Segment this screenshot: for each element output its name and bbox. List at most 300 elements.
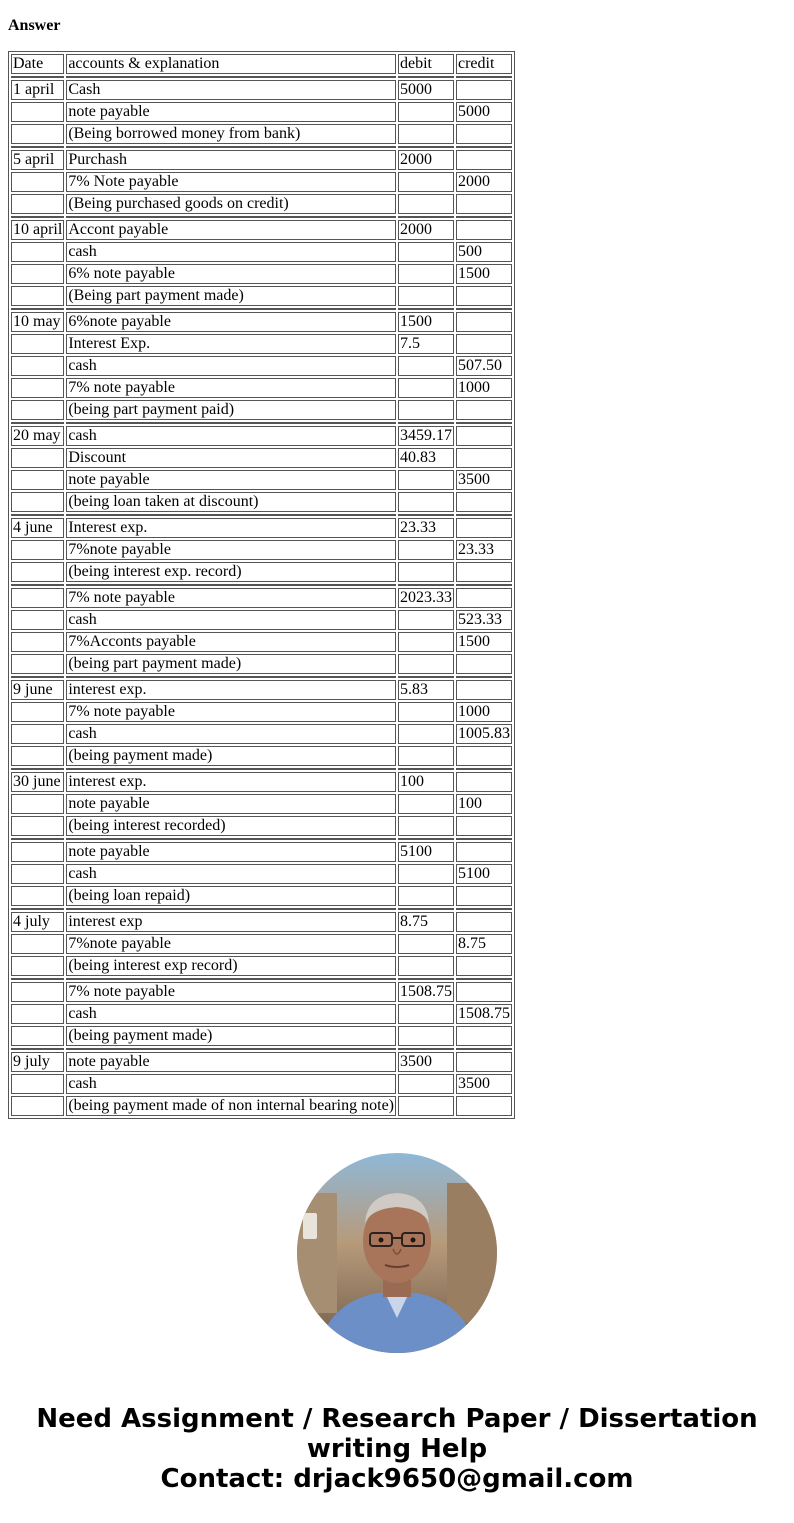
table-row <box>11 312 512 332</box>
table-row <box>11 588 512 608</box>
avatar-portrait-image <box>297 1153 497 1353</box>
cell-account: 7% note payable <box>66 378 396 398</box>
cell-account: 7% Note payable <box>66 172 396 192</box>
cell-credit <box>456 680 512 700</box>
cell-credit: 1508.75 <box>458 1005 510 1022</box>
cell-debit: 2023.33 <box>400 589 452 606</box>
entry-separator <box>11 422 512 424</box>
cell-debit: 2000 <box>398 150 454 170</box>
separator-cell <box>11 1048 64 1050</box>
cell-date <box>11 124 64 144</box>
table-row <box>11 426 512 446</box>
cell-debit <box>398 1074 454 1094</box>
cell-date <box>11 746 64 766</box>
table-row <box>11 1004 512 1024</box>
cell-account: Discount <box>66 448 396 468</box>
cell-debit <box>398 1026 454 1046</box>
table-row <box>11 378 512 398</box>
cell-account: 6% note payable <box>66 264 396 284</box>
separator-cell <box>11 838 64 840</box>
separator-cell <box>11 76 64 78</box>
header-debit: debit <box>398 54 454 74</box>
cell-account: (Being purchased goods on credit) <box>66 194 396 214</box>
cell-account: (being part payment paid) <box>66 400 396 420</box>
separator-cell <box>398 1048 454 1050</box>
cell-debit: 1508.75 <box>400 983 452 1000</box>
separator-cell <box>66 422 396 424</box>
separator-cell <box>456 584 512 586</box>
cell-account: note payable <box>66 794 396 814</box>
cell-account: Purchash <box>66 150 396 170</box>
cell-account: interest exp. <box>66 772 396 792</box>
cell-date <box>11 702 64 722</box>
cell-date <box>11 400 64 420</box>
separator-cell <box>398 146 454 148</box>
cell-date <box>11 172 64 192</box>
cell-account: (being payment made of non internal bearing note) <box>68 1097 394 1114</box>
cell-date: 10 may <box>11 312 64 332</box>
cell-debit: 2000 <box>398 220 454 240</box>
cell-debit <box>398 1096 454 1116</box>
cell-debit <box>398 470 454 490</box>
cell-account: interest exp <box>66 912 396 932</box>
cell-date <box>11 334 64 354</box>
cell-credit <box>456 956 512 976</box>
separator-cell <box>11 422 64 424</box>
cell-date <box>11 1074 64 1094</box>
cell-date <box>11 1096 64 1116</box>
table-header-row <box>11 54 512 74</box>
cell-credit <box>456 842 512 862</box>
cell-account: 7%Acconts payable <box>66 632 396 652</box>
cell-debit: 1500 <box>398 312 454 332</box>
table-row <box>11 632 512 652</box>
separator-cell <box>66 216 396 218</box>
cell-credit: 3500 <box>456 470 512 490</box>
cell-debit <box>398 746 454 766</box>
separator-cell <box>66 838 396 840</box>
cell-date <box>11 886 64 906</box>
cell-credit <box>456 448 512 468</box>
table-row <box>11 1074 512 1094</box>
cell-credit <box>456 588 512 608</box>
separator-cell <box>456 146 512 148</box>
cell-debit <box>398 562 454 582</box>
table-row <box>11 1052 512 1072</box>
cell-account: note payable <box>66 102 396 122</box>
cell-account: 7%note payable <box>66 934 396 954</box>
cell-date: 5 april <box>11 150 64 170</box>
table-row <box>11 150 512 170</box>
table-row <box>11 220 512 240</box>
cell-account: 7% note payable <box>66 982 396 1002</box>
cell-account: cash <box>66 1004 396 1024</box>
cell-account: cash <box>66 724 396 744</box>
cell-credit <box>456 1026 512 1046</box>
table-row <box>11 912 512 932</box>
cell-date <box>11 982 64 1002</box>
cell-credit: 1500 <box>456 632 512 652</box>
table-row <box>11 102 512 122</box>
cell-debit: 8.75 <box>398 912 454 932</box>
cell-date <box>11 632 64 652</box>
separator-cell <box>66 676 396 678</box>
promo-line-2: writing Help <box>306 1434 488 1464</box>
cell-debit <box>398 172 454 192</box>
cell-account: note payable <box>66 842 396 862</box>
cell-debit <box>398 724 454 744</box>
cell-date <box>11 378 64 398</box>
cell-account: (being payment made) <box>66 746 396 766</box>
cell-credit <box>456 286 512 306</box>
separator-cell <box>11 216 64 218</box>
table-row <box>11 400 512 420</box>
cell-account: (being loan taken at discount) <box>66 492 396 512</box>
cell-debit <box>398 378 454 398</box>
promo-banner <box>0 1404 794 1494</box>
cell-credit: 507.50 <box>456 356 512 376</box>
cell-account: (being part payment made) <box>66 654 396 674</box>
cell-date <box>11 654 64 674</box>
cell-account: cash <box>66 610 396 630</box>
table-row <box>11 492 512 512</box>
table-row <box>11 448 512 468</box>
separator-cell <box>66 584 396 586</box>
table-row <box>11 356 512 376</box>
cell-account: (being interest exp. record) <box>66 562 396 582</box>
cell-date: 20 may <box>11 426 64 446</box>
cell-credit <box>456 912 512 932</box>
cell-credit <box>456 654 512 674</box>
cell-credit: 3500 <box>456 1074 512 1094</box>
cell-account: (being payment made) <box>66 1026 396 1046</box>
table-row <box>11 334 512 354</box>
answer-heading: Answer <box>8 17 61 34</box>
cell-credit <box>456 334 512 354</box>
cell-account: cash <box>66 426 396 446</box>
separator-cell <box>398 308 454 310</box>
entry-separator <box>11 768 512 770</box>
separator-cell <box>398 76 454 78</box>
separator-cell <box>456 978 512 980</box>
separator-cell <box>398 838 454 840</box>
cell-debit <box>398 492 454 512</box>
separator-cell <box>66 978 396 980</box>
table-row <box>11 470 512 490</box>
cell-debit <box>398 702 454 722</box>
table-row <box>11 124 512 144</box>
cell-credit <box>456 80 512 100</box>
cell-account: interest exp. <box>66 680 396 700</box>
separator-cell <box>11 978 64 980</box>
cell-date <box>11 610 64 630</box>
cell-account: cash <box>66 864 396 884</box>
table-row <box>11 956 512 976</box>
cell-date: 10 april <box>13 221 63 238</box>
cell-debit: 3500 <box>398 1052 454 1072</box>
entry-separator <box>11 308 512 310</box>
cell-account: (being interest recorded) <box>66 816 396 836</box>
cell-credit: 523.33 <box>456 610 512 630</box>
separator-cell <box>456 76 512 78</box>
cell-date <box>11 562 64 582</box>
cell-account: (being interest exp record) <box>66 956 396 976</box>
table-row <box>11 242 512 262</box>
separator-cell <box>398 676 454 678</box>
cell-credit <box>456 220 512 240</box>
cell-date: 4 july <box>11 912 64 932</box>
cell-date <box>11 102 64 122</box>
author-avatar <box>297 1153 497 1353</box>
cell-account: (Being part payment made) <box>66 286 396 306</box>
cell-account: 7%note payable <box>66 540 396 560</box>
cell-credit <box>456 124 512 144</box>
separator-cell <box>66 146 396 148</box>
cell-account: Accont payable <box>66 220 396 240</box>
cell-credit: 1000 <box>456 702 512 722</box>
cell-account: note payable <box>66 1052 396 1072</box>
cell-debit <box>398 794 454 814</box>
table-row <box>11 264 512 284</box>
cell-debit: 5.83 <box>398 680 454 700</box>
cell-credit: 1500 <box>456 264 512 284</box>
entry-separator <box>11 514 512 516</box>
cell-date <box>11 724 64 744</box>
journal-table-body <box>11 54 512 1116</box>
cell-credit <box>456 150 512 170</box>
entry-separator <box>11 676 512 678</box>
cell-date <box>11 286 64 306</box>
journal-table <box>8 51 515 1119</box>
cell-credit: 100 <box>456 794 512 814</box>
header-accounts: accounts & explanation <box>66 54 396 74</box>
cell-date <box>11 194 64 214</box>
cell-debit <box>398 816 454 836</box>
separator-cell <box>11 768 64 770</box>
cell-date: 30 june <box>11 772 64 792</box>
cell-credit: 8.75 <box>456 934 512 954</box>
table-row <box>11 286 512 306</box>
cell-debit <box>398 934 454 954</box>
separator-cell <box>456 1048 512 1050</box>
cell-date: 1 april <box>11 80 64 100</box>
separator-cell <box>66 908 396 910</box>
separator-cell <box>11 676 64 678</box>
table-row <box>11 172 512 192</box>
cell-account: note payable <box>66 470 396 490</box>
cell-date <box>11 1004 64 1024</box>
separator-cell <box>11 584 64 586</box>
table-row <box>11 772 512 792</box>
promo-line-1: Need Assignment / Research Paper / Dissertation <box>36 1404 758 1434</box>
cell-debit <box>398 194 454 214</box>
cell-account: cash <box>66 356 396 376</box>
cell-debit <box>398 654 454 674</box>
separator-cell <box>398 514 454 516</box>
table-row <box>11 794 512 814</box>
cell-account: 6%note payable <box>66 312 396 332</box>
cell-date <box>11 448 64 468</box>
entry-separator <box>11 76 512 78</box>
entry-separator <box>11 146 512 148</box>
separator-cell <box>456 676 512 678</box>
cell-date <box>11 540 64 560</box>
cell-credit: 5000 <box>456 102 512 122</box>
header-date: Date <box>11 54 64 74</box>
cell-debit <box>398 886 454 906</box>
cell-date <box>11 842 64 862</box>
cell-credit: 2000 <box>456 172 512 192</box>
cell-credit <box>456 492 512 512</box>
cell-account: Interest Exp. <box>66 334 396 354</box>
separator-cell <box>398 768 454 770</box>
table-row <box>11 540 512 560</box>
cell-debit: 7.5 <box>398 334 454 354</box>
cell-date <box>11 492 64 512</box>
separator-cell <box>398 216 454 218</box>
cell-debit <box>398 102 454 122</box>
cell-credit <box>456 400 512 420</box>
header-credit: credit <box>456 54 512 74</box>
cell-account: Cash <box>66 80 396 100</box>
cell-credit <box>456 746 512 766</box>
cell-date <box>11 470 64 490</box>
entry-separator <box>11 584 512 586</box>
entry-separator <box>11 838 512 840</box>
table-row <box>11 194 512 214</box>
cell-debit <box>398 632 454 652</box>
table-row <box>11 746 512 766</box>
promo-contact-line: Contact: drjack9650@gmail.com <box>160 1464 634 1494</box>
cell-date <box>11 242 64 262</box>
entry-separator <box>11 978 512 980</box>
cell-date <box>11 588 64 608</box>
separator-cell <box>11 514 64 516</box>
separator-cell <box>11 908 64 910</box>
cell-date: 9 june <box>11 680 64 700</box>
cell-credit <box>456 886 512 906</box>
cell-date: 4 june <box>11 518 64 538</box>
cell-debit: 5100 <box>398 842 454 862</box>
cell-debit <box>398 864 454 884</box>
cell-credit: 1000 <box>456 378 512 398</box>
separator-cell <box>398 908 454 910</box>
table-row <box>11 80 512 100</box>
cell-debit: 3459.17 <box>400 427 452 444</box>
table-row <box>11 816 512 836</box>
cell-date <box>11 356 64 376</box>
cell-debit <box>398 242 454 262</box>
table-row <box>11 842 512 862</box>
cell-credit <box>456 194 512 214</box>
separator-cell <box>398 978 454 980</box>
cell-debit: 100 <box>398 772 454 792</box>
cell-credit <box>456 562 512 582</box>
separator-cell <box>66 76 396 78</box>
cell-date <box>11 794 64 814</box>
cell-credit <box>456 518 512 538</box>
table-row <box>11 610 512 630</box>
cell-date <box>11 1026 64 1046</box>
separator-cell <box>456 908 512 910</box>
separator-cell <box>398 422 454 424</box>
cell-debit <box>398 124 454 144</box>
cell-debit <box>398 264 454 284</box>
separator-cell <box>66 308 396 310</box>
cell-account: 7% note payable <box>66 702 396 722</box>
table-row <box>11 680 512 700</box>
cell-credit <box>456 816 512 836</box>
entry-separator <box>11 908 512 910</box>
cell-debit <box>398 610 454 630</box>
table-row <box>11 886 512 906</box>
cell-credit <box>456 772 512 792</box>
cell-credit: 500 <box>456 242 512 262</box>
separator-cell <box>456 838 512 840</box>
table-row <box>11 702 512 722</box>
cell-credit: 23.33 <box>456 540 512 560</box>
separator-cell <box>66 514 396 516</box>
cell-account: (being loan repaid) <box>66 886 396 906</box>
table-row <box>11 982 512 1002</box>
separator-cell <box>456 422 512 424</box>
table-row <box>11 1096 512 1116</box>
separator-cell <box>11 308 64 310</box>
cell-debit <box>398 286 454 306</box>
separator-cell <box>456 308 512 310</box>
table-row <box>11 1026 512 1046</box>
cell-date: 9 july <box>11 1052 64 1072</box>
cell-account: (Being borrowed money from bank) <box>66 124 396 144</box>
entry-separator <box>11 1048 512 1050</box>
table-row <box>11 562 512 582</box>
cell-credit: 1005.83 <box>458 725 510 742</box>
cell-account: cash <box>66 1074 396 1094</box>
cell-debit <box>398 540 454 560</box>
cell-credit <box>456 312 512 332</box>
cell-account: Interest exp. <box>66 518 396 538</box>
cell-date <box>11 864 64 884</box>
cell-debit <box>398 1004 454 1024</box>
table-row <box>11 724 512 744</box>
cell-credit: 5100 <box>456 864 512 884</box>
cell-account: 7% note payable <box>66 588 396 608</box>
separator-cell <box>456 216 512 218</box>
cell-date <box>11 956 64 976</box>
cell-credit <box>456 1096 512 1116</box>
cell-credit <box>456 982 512 1002</box>
cell-debit: 23.33 <box>398 518 454 538</box>
separator-cell <box>456 514 512 516</box>
cell-date <box>11 264 64 284</box>
separator-cell <box>456 768 512 770</box>
cell-debit <box>398 356 454 376</box>
separator-cell <box>11 146 64 148</box>
cell-date <box>11 934 64 954</box>
cell-debit: 40.83 <box>398 448 454 468</box>
cell-debit <box>398 400 454 420</box>
separator-cell <box>66 1048 396 1050</box>
entry-separator <box>11 216 512 218</box>
cell-credit <box>456 426 512 446</box>
cell-date <box>11 816 64 836</box>
cell-credit <box>456 1052 512 1072</box>
cell-debit <box>398 956 454 976</box>
cell-debit: 5000 <box>398 80 454 100</box>
separator-cell <box>66 768 396 770</box>
table-row <box>11 518 512 538</box>
table-row <box>11 934 512 954</box>
